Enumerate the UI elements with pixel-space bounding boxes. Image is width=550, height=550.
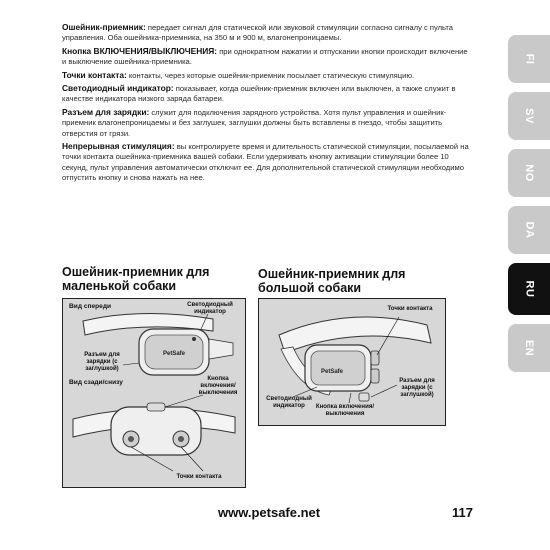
tab-da[interactable]: DA — [508, 206, 550, 254]
tab-sv[interactable]: SV — [508, 92, 550, 140]
paragraph-led: Светодиодный индикатор: показывает, когда ошейник-приемник включен или выключен, а также служит в качестве индикатора низкого заряда батареи. — [62, 83, 456, 104]
led-label-large: Светодиодный индикатор — [266, 395, 312, 409]
description-text — [62, 22, 472, 186]
paragraph-contact-points: Точки контакта: контакты, через которые ошейник-приемник посылает статическую стимуляцию. — [62, 69, 415, 80]
led-label: Светодиодный индикатор — [187, 301, 233, 315]
paragraph-power-button: Кнопка ВКЛЮЧЕНИЯ/ВЫКЛЮЧЕНИЯ: при однократном нажатии и отпускании кнопки происходит включение и выключение ошейника-приемника. — [62, 45, 468, 67]
footer-url[interactable]: www.petsafe.net — [218, 505, 321, 520]
power-button-label-large: Кнопка включения/ выключения — [315, 403, 375, 417]
contact-points-label-large: Точки контакта — [387, 305, 433, 312]
paragraph-continuous-stim: Непрерывная стимуляция: вы контролируете время и длительность статической стимуляции, посылаемой на точки контакта ошейника-приемника вашей собаки. Если удерживать кнопку активации стимуляции более 10 секунд, пульт управления автоматически отключит ее. Для дополнительной статической стимуляции необходимо отпустить кнопку и снова нажать на нее. — [62, 141, 469, 183]
paragraph-charge-port: Разъем для зарядки: служит для подключения зарядного устройства. Хотя пульт управления и ошейник-приемник влагонепроницаемы и без заглушек, заглушки должны быть вставлены в гнездо, чтобы защитить отверстия от грязи. — [62, 106, 447, 138]
contact-points-label: Точки контакта — [176, 473, 222, 480]
tab-en[interactable]: EN — [508, 324, 550, 372]
paragraph-collar: Ошейник-приемник: передает сигнал для статической или звуковой стимуляции согласно сигналу с пульта управления. Оба ошейника-приемника, на 350 м и 900 м, влагонепроницаемы. — [62, 22, 454, 43]
small-collar-title: Ошейник-приемник для маленькой собаки — [62, 265, 210, 293]
language-tabs — [502, 35, 550, 381]
large-collar-figure — [258, 298, 446, 426]
brand-logo: PetSafe — [163, 351, 186, 357]
tab-no[interactable]: NO — [508, 149, 550, 197]
brand-logo-large: PetSafe — [321, 369, 344, 375]
charge-port-label: Разъем для зарядки (с заглушкой) — [84, 351, 120, 372]
charge-port-label-large: Разъем для зарядки (с заглушкой) — [399, 377, 435, 398]
large-collar-title: Ошейник-приемник для большой собаки — [258, 267, 406, 295]
small-collar-figure — [62, 298, 246, 488]
front-view-label: Вид спереди — [69, 303, 112, 310]
power-button-label: Кнопка включения/ выключения — [198, 375, 238, 396]
back-view-label: Вид сзади/снизу — [69, 379, 123, 386]
page-number: 117 — [452, 505, 473, 520]
tab-fi[interactable]: FI — [508, 35, 550, 83]
tab-ru[interactable]: RU — [508, 263, 550, 315]
